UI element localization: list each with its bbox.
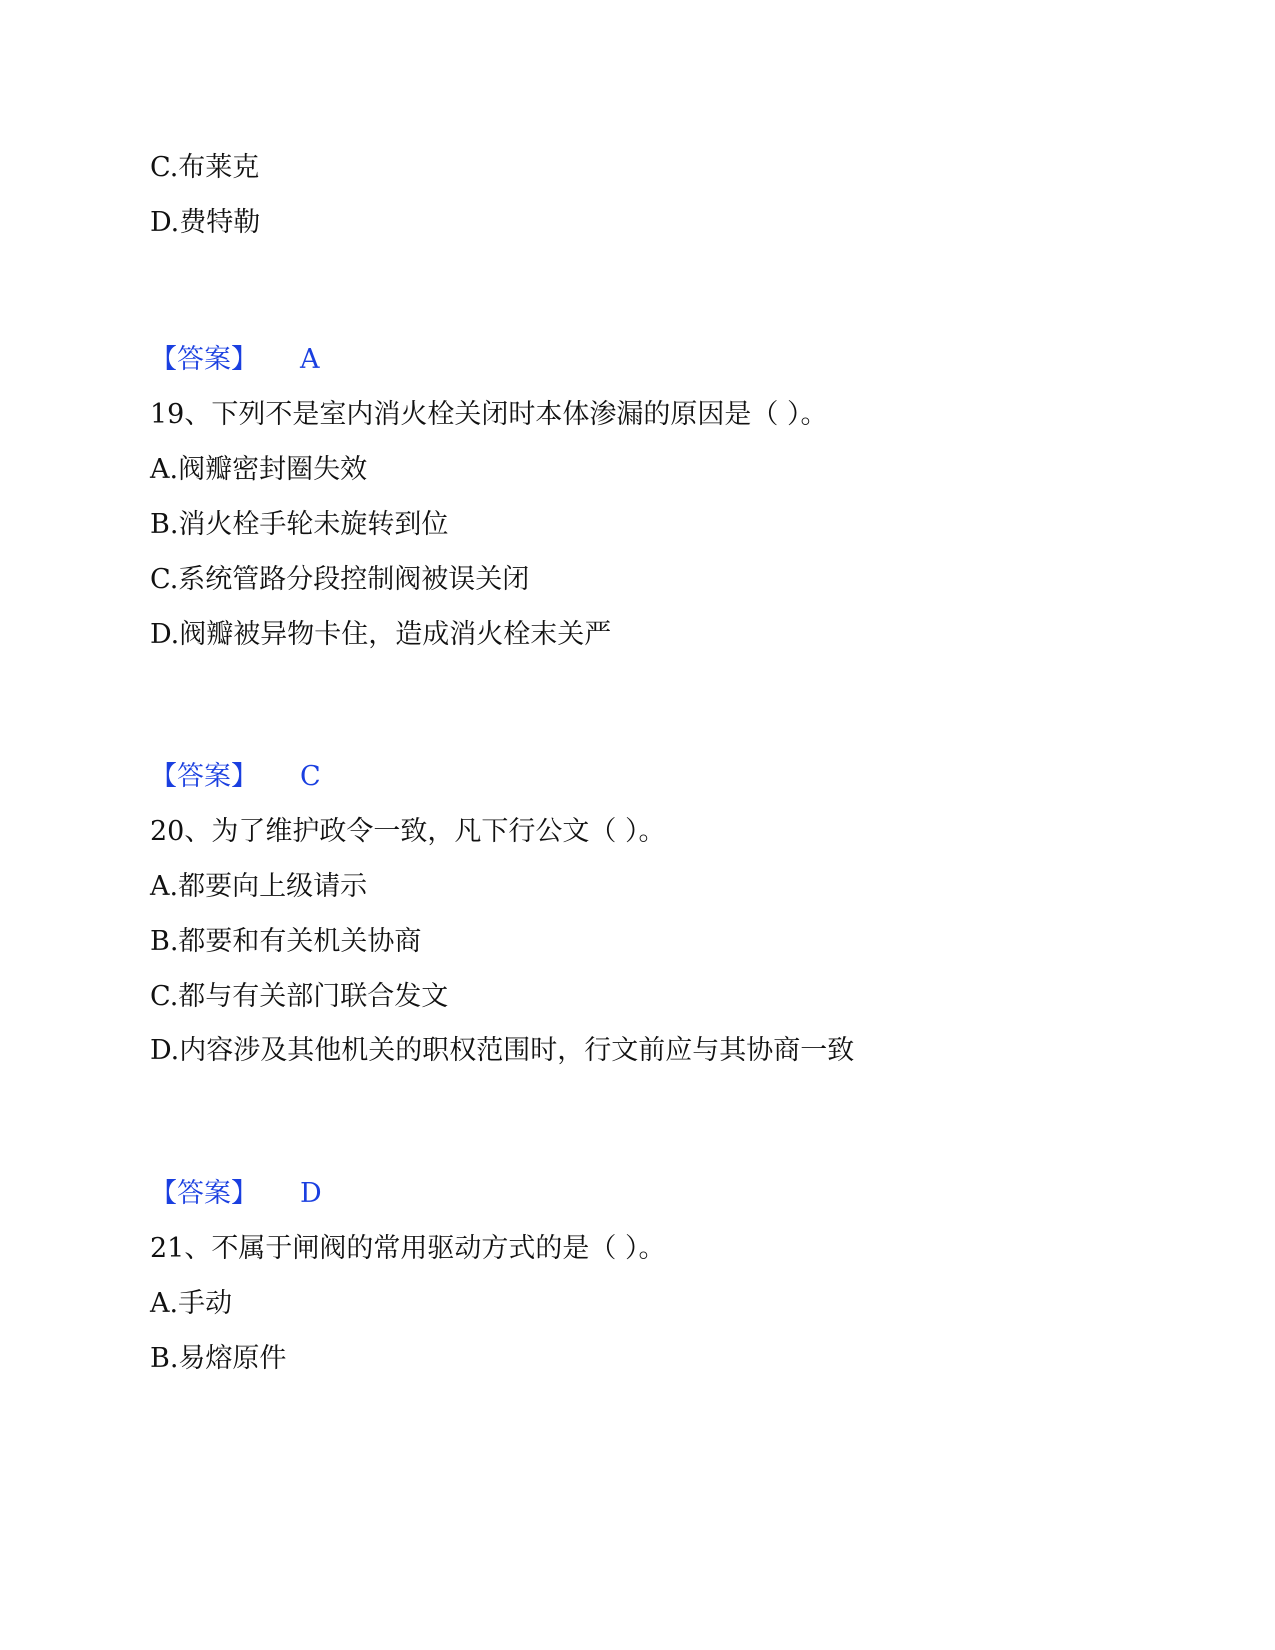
option-d: D.内容涉及其他机关的职权范围时，行文前应与其协商一致 bbox=[150, 1035, 855, 1066]
option-b: B.消火栓手轮未旋转到位 bbox=[150, 509, 449, 540]
answer-line bbox=[150, 760, 321, 794]
answer-line bbox=[150, 343, 320, 377]
answer-line bbox=[150, 1177, 322, 1211]
option-a: A.阀瓣密封圈失效 bbox=[150, 454, 368, 485]
option-d: D.阀瓣被异物卡住，造成消火栓末关严 bbox=[150, 619, 612, 650]
option-a: A.都要向上级请示 bbox=[150, 871, 368, 902]
option-c: C.布莱克 bbox=[150, 152, 260, 183]
answer-tag: 【答案】 bbox=[150, 344, 258, 375]
question-stem: 21、不属于闸阀的常用驱动方式的是（ ）。 bbox=[150, 1233, 666, 1264]
answer-tag: 【答案】 bbox=[150, 1178, 258, 1209]
option-c: C.系统管路分段控制阀被误关闭 bbox=[150, 564, 530, 595]
answer-tag: 【答案】 bbox=[150, 761, 258, 792]
answer-value: C bbox=[300, 761, 321, 792]
option-b: B.易熔原件 bbox=[150, 1343, 287, 1374]
answer-value: A bbox=[300, 344, 320, 375]
option-d: D.费特勒 bbox=[150, 207, 261, 238]
option-a: A.手动 bbox=[150, 1288, 233, 1319]
question-stem: 20、为了维护政令一致，凡下行公文（ ）。 bbox=[150, 816, 666, 847]
option-b: B.都要和有关机关协商 bbox=[150, 926, 422, 957]
option-c: C.都与有关部门联合发文 bbox=[150, 981, 449, 1012]
answer-value: D bbox=[300, 1178, 322, 1209]
question-stem: 19、下列不是室内消火栓关闭时本体渗漏的原因是（ ）。 bbox=[150, 399, 828, 430]
